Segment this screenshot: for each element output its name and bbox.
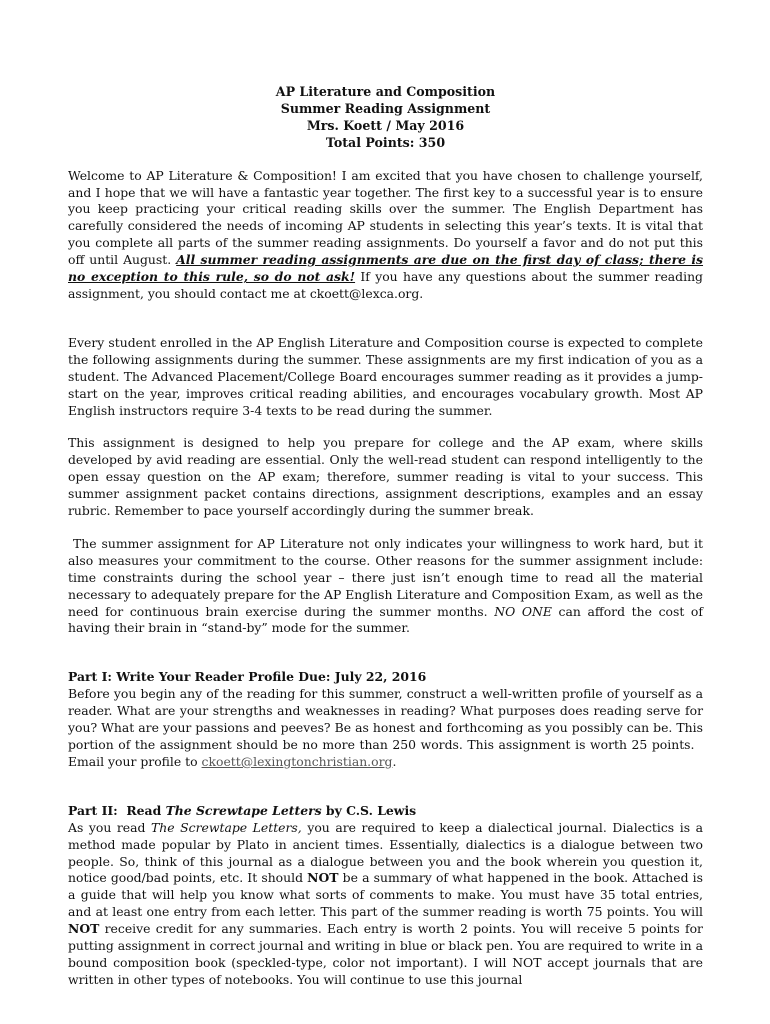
part2-heading [68, 803, 703, 820]
part2-body [68, 820, 703, 989]
part2-heading-suffix: by C.S. Lewis [321, 802, 417, 818]
total-points: Total Points: 350 [325, 134, 446, 150]
part2-book-title: The Screwtape Letters [165, 802, 322, 818]
intro-text-2: If you have any questions about the summer reading assignment, you should contact me at ckoett@lexca.org. [68, 269, 703, 301]
commitment-paragraph [68, 536, 703, 637]
intro-text-1: Welcome to AP Literature & Composition! I am excited that you have chosen to challenge yourself, and I hope that we will have a fantastic year together. The first key to a successful year is to ensure you keep practicing your critical reading skills over the summer. The English Department has carefully considered the needs of incoming AP students in selecting this year’s texts. It is vital that you complete all parts of the summer reading assignments. Do yourself a favor and do not put this off until August. [68, 167, 703, 268]
designed-paragraph: This assignment is designed to help you prepare for college and the AP exam, where skills developed by avid reading are essential. Only the well-read student can respond intelligently to the open essay question on the AP exam; therefore, summer reading is vital to your success. This summer assignment packet contains directions, assignment descriptions, examples and an essay rubric. Remember to pace yourself accordingly during the summer break. [68, 435, 703, 519]
no-one-italic: NO ONE [494, 603, 552, 619]
part1-heading: Part I: Write Your Reader Profile Due: July 22, 2016 [68, 669, 427, 685]
document-header [68, 84, 703, 152]
part2-text-3: be a summary of what happened in the book. Attached is a guide that will help you know what sorts of comments to make. You must have 35 total entries, and at least one entry from each letter. This part of the summer reading is worth 75 points. You will [68, 870, 703, 920]
part1-end: . [392, 753, 397, 769]
part2-text-4: receive credit for any summaries. Each entry is worth 2 points. You will receive 5 points for putting assignment in correct journal and writing in blue or black pen. You are required to write in a bound composition book (speckled-type, color not important). I will NOT accept journals that are written in other types of notebooks. You will continue to use this journal [68, 921, 703, 987]
assignment-title: Summer Reading Assignment [280, 100, 491, 116]
part2-inline-title: The Screwtape Letters, [151, 819, 302, 835]
commitment-text-2: can afford the cost of having their brain in “stand-by” mode for the summer. [68, 603, 703, 636]
profile-email-link[interactable]: ckoett@lexingtonchristian.org [201, 753, 393, 769]
commitment-text-1: The summer assignment for AP Literature not only indicates your willingness to work hard, but it also measures your commitment to the course. Other reasons for the summer assignment include: time constraints during the school year – there just isn’t enough time to read all the material necessary to adequately prepare for the AP English Literature and Composition Exam, as well as the need for continuous brain exercise during the summer months. [68, 535, 703, 619]
part1-body [68, 686, 703, 771]
part1-text: Before you begin any of the reading for this summer, construct a well-written profile of yourself as a reader. What are your strengths and weaknesses in reading? What purposes does reading serve for you? What are your passions and peeves? Be as honest and forthcoming as you possibly can be. This portion of the assignment should be no more than 250 words. This assignment is worth 25 points. Email your profile to [68, 686, 703, 769]
part2-text-2: you are required to keep a dialectical journal. Dialectics is a method made popular by Plato in ancient times. Essentially, dialectics is a dialogue between two people. So, think of this journal as a dialogue between you and the book wherein you question it, notice good/bad points, etc. It should [68, 819, 704, 886]
deadline-emphasis: All summer reading assignments are due on the first day of class; there is no exception to this rule, so do not ask! [68, 252, 704, 285]
course-title: AP Literature and Composition [275, 84, 496, 99]
document-page [68, 84, 703, 989]
not-emphasis-2: NOT [68, 921, 100, 937]
part2-heading-prefix: Part II: Read [68, 802, 166, 818]
part2-text-1: As you read [68, 819, 152, 835]
intro-paragraph [68, 168, 703, 303]
teacher-date: Mrs. Koett / May 2016 [306, 117, 465, 133]
not-emphasis-1: NOT [307, 870, 339, 886]
enrolled-paragraph: Every student enrolled in the AP English Literature and Composition course is expected to complete the following assignments during the summer. These assignments are my first indication of you as a student. The Advanced Placement/College Board encourages summer reading as it provides a jump-start on the year, improves critical reading abilities, and encourages vocabulary growth. Most AP English instructors require 3-4 texts to be read during the summer. [68, 334, 703, 418]
